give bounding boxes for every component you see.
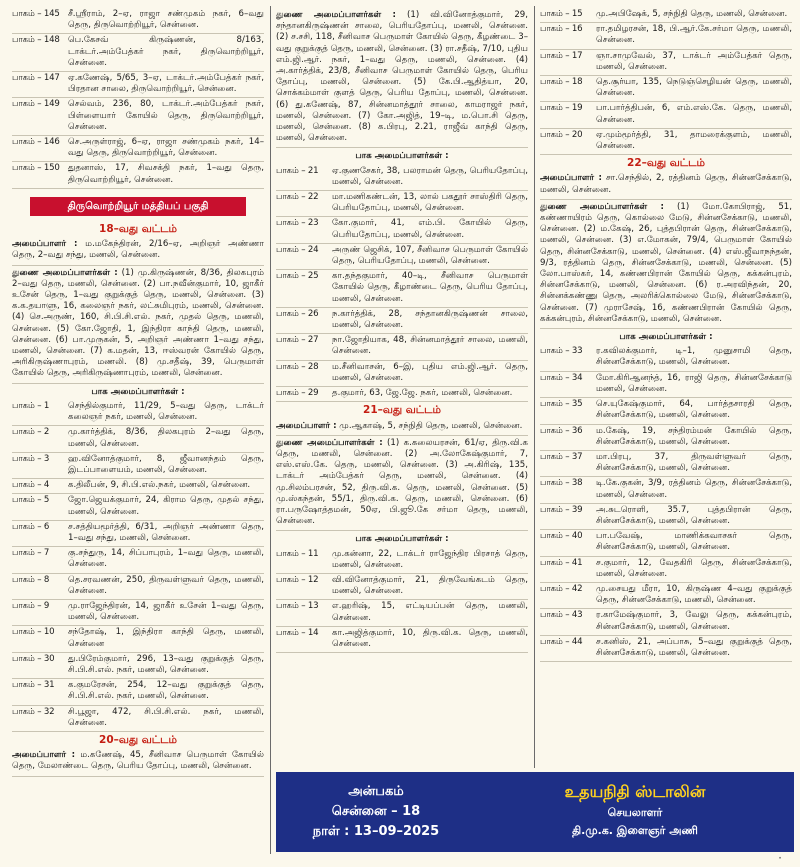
booth-person: தெ.சரவணன், 250, திருவள்ளுவர் தெரு, மணலி, சென்னை. [68,574,264,596]
booth-person: கோ.குமார், 41, எம்.பி. கோயில் தெரு, பெரியதோப்பு, மணலி, சென்னை. [332,218,528,240]
booth-list [276,548,528,654]
booth-list [540,345,792,662]
issue-info [276,772,476,852]
booth-person: ஞா.சாமுவேல், 37, டாக்டர் அம்பேத்கர் தெரு, மணலி, சென்னை. [596,50,792,72]
column-1 [12,8,264,858]
booth-person: மு.சையது மீரா, 10, கிருஷ்ண 4–வது குறுக்குத் தெரு, சின்னசேக்காடு, மணலி, சென்னை. [596,583,792,606]
issue-date: நாள் : 13–09–2025 [312,824,440,839]
ward-title: 21–வது வட்டம் [363,404,441,417]
booth-entry [540,504,792,530]
booth-number: பாகம் – 21 [276,165,319,176]
booth-person: செல்வம், 236, 80, டாக்டர்.அம்பேத்கர் நகர், பிள்ளையார் கோயில் தெரு, திருவொற்றியூர், சென்னை. [68,99,264,132]
booth-entry [276,191,528,217]
booth-person: சந்தோஷ், 1, இந்திரா காந்தி தெரு, மணலி, சென்னை [68,627,264,649]
booth-number: பாகம் – 17 [540,50,583,61]
booth-number: பாகம் – 27 [276,335,319,346]
booth-number: பாகம் – 25 [276,271,319,282]
organiser-label: அமைப்பாளர் : [276,420,337,431]
booth-list [12,400,264,732]
booth-number: பாகம் – 9 [12,600,50,611]
booth-person: கா.தந்தகுமார், 40–டி, சீனிவாச பெருமாள் கோயில் தெரு, கீழாண்டை தெரு, பெரிய தோப்பு, மணலி, சென்னை. [332,271,528,304]
signatory-org: தி.மு.க. இளைஞர் அணி [572,824,698,837]
region-banner: திருவொற்றியூர் மத்தியப் பகுதி [30,197,246,216]
deputy-label: துணை அமைப்பாளர்கள் : [276,437,383,448]
organiser-label: அமைப்பாளர் : [12,239,78,250]
booth-list [276,165,528,403]
booth-entry [12,34,264,72]
column-2 [276,8,528,770]
booth-entry [276,600,528,626]
booth-number: பாகம் – 16 [540,24,583,35]
booth-number: பாகம் – 26 [276,308,319,319]
booth-entry [540,451,792,477]
ward-title: 22–வது வட்டம் [627,157,705,170]
booth-person: கு.சந்துரு, 14, சிப்பாபுரம், 1–வது தெரு, மணலி, சென்னை. [68,548,264,570]
booth-number: பாகம் – 33 [540,346,583,357]
booth-person: மு.கன்னா, 22, டாக்டர் ராஜேந்திர பிரசாத் தெரு, மணலி, சென்னை. [332,548,528,570]
booth-person: துதனாஸ், 17, சிவசக்தி நகர், 1–வது தெரு, திருவொற்றியூர், சென்னை. [68,163,264,185]
deputy-label: துணை அமைப்பாளர்கள் : [540,201,664,212]
booth-number: பாகம் – 15 [540,9,583,19]
booth-entry [12,453,264,479]
booth-entry [276,548,528,574]
booth-entry [540,345,792,371]
booth-entry [540,636,792,662]
booth-entry [12,494,264,520]
booth-person: ர.கவிலக்குமார், டி–1, முனுசாமி தெரு, சின்னசேக்காடு, மணலி, சென்னை. [596,346,792,368]
booth-number: பாகம் – 38 [540,478,583,489]
booth-list [12,8,264,189]
booth-number: பாகம் – 34 [540,372,583,383]
booth-number: பாகம் – 23 [276,218,319,229]
booth-entry [12,574,264,600]
organiser-entry [12,237,264,265]
booth-entry [12,136,264,162]
organiser-text: ம.கணேஷ், 45, சீனிவாச பெருமாள் கோயில் தெரு, மேலாண்டை தெரு, பெரிய தோப்பு, மணலி, சென்னை. [12,750,264,772]
organiser-text: மு.ஆகாஷ், 5, சந்நிதி தெரு, மணலி, சென்னை. [339,420,523,431]
booth-entry [276,334,528,360]
booth-entry [540,8,792,23]
booth-person: அருண் ஜெசிக், 107, சீனிவாச பெருமாள் கோயில் தெரு, பெரியதோப்பு, மணலி, சென்னை. [332,244,528,267]
ward-title: 20–வது வட்டம் [99,733,177,746]
booth-entry [276,627,528,653]
booth-person: த.குமார், 63, ஜே.ஜே. நகர், மணலி, சென்னை. [332,388,513,399]
booth-number: பாகம் – 44 [540,636,583,647]
booth-number: பாகம் – 37 [540,451,583,462]
booth-person: ஏ.கணேஷ், 5/65, 3–ஏ, டாக்டர்.அம்பேத்கர் நகர், பிரதான சாலை, திருவொற்றியூர், சென்னை. [68,73,264,95]
ward-title: 18–வது வட்டம் [99,223,177,236]
booth-person: செந்தில்குமார், 11/29, 5–வது தெரு, டாக்டர் கலைஞர் நகர், மணலி, சென்னை. [68,400,264,423]
organiser-entry [276,419,528,436]
booth-list [540,8,792,155]
issue-place: சென்னை – 18 [331,804,421,819]
organiser-entry [540,171,792,199]
booth-entry [540,102,792,128]
booth-person: ச.குமார், 12, வேதகிரி தெரு, சின்னசேக்காடு, மணலி, சென்னை. [596,557,792,579]
booth-entry [540,583,792,609]
booth-person: பா.பார்த்திபன், 6, எம்.எஸ்.கே. தெரு, மணலி, சென்னை. [596,103,792,125]
booth-number: பாகம் – 30 [12,653,55,664]
booth-entry [12,679,264,705]
deputy-text: (1) மோ.கோபிராஜ், 51, கண்ணாயிரம் தெரு, கொல்லை மேடு, சின்னசேக்காடு, மணலி, சென்னை. (2) ம.கேஷ், 26, புத்தபிரான் தெரு, சின்னசேக்காடு, மணலி, சென்னை. (3) எ.மோகன், 79/4, பெருமாள் கோயில் தெரு, சின்னசேக்காடு, மணலி, சென்னை. (4) எஸ்.ஜீவாநந்தன், 9/3, ரத்தினம் தெரு, சின்னசேக்காடு, மணலி, சென்னை. (5) லோ.பாஸ்கர், 14, கண்ணபிரான் கோயில் தெரு, கக்கன்புரம், சின்னசேக்காடு, மணலி, சென்னை. (6) ர.அரவிந்தன், 20, சின்னக்கண்ணு தெரு, அலரிக்கொல்லை மேடு, சின்னசேக்காடு, சென்னை. (7) முராசேஷ், 16, கண்ணபிரான் கோயில் தெரு, கக்கன்புரம், சின்னசேக்காடு, மணலி, சென்னை. [540,201,792,324]
booth-entry [540,398,792,424]
booth-person: எ.ஹரிஷ், 15, எட்டியப்பன் தெரு, மணலி, சென்னை. [332,601,528,623]
booth-number: பாகம் – 43 [540,610,583,621]
booth-person: து.பிரேம்குமார், 296, 13–வது குறுக்குத் தெரு, சி.பி.சி.எல். நகர், மணலி, சென்னை. [68,653,264,675]
booth-person: ச.கனிஸ், 21, அப்பாசு, 5–வது குறுக்குத் தெரு, சின்னசேக்காடு, மணலி, சென்னை. [596,636,792,658]
booth-number: பாகம் – 3 [12,453,50,464]
booth-entry [540,477,792,503]
booth-entry [12,521,264,547]
booth-entry [540,50,792,76]
booth-person: பா.பவேஷ், மாணிக்கவாசகர் தெரு, சின்னசேக்காடு, மணலி, சென்னை. [596,531,792,553]
booth-entry [12,547,264,573]
booth-entry [12,162,264,188]
booth-person: டி.கே.குகன், 3/9, ரத்தினம் தெரு, சின்னசேக்காடு, மணலி, சென்னை. [596,478,792,500]
booth-person: செ.அருள்ராஜ், 6–ஏ, ராஜா சண்முகம் நகர், 14–வது தெரு, திருவொற்றியூர், சென்னை. [68,137,264,159]
booth-person: ந.கார்த்திக், 28, சந்தானகிருஷ்ணன் சாலை, மணலி, சென்னை. [332,308,528,331]
booth-person: நா.ஜோதியாக, 48, சின்னமாத்தூர் சாலை, மணலி, சென்னை. [332,335,528,357]
signature-block [276,772,794,852]
booth-entry [276,244,528,270]
booth-number: பாகம் – 2 [12,427,50,438]
booth-number: பாகம் – 147 [12,73,60,84]
booth-number: பாகம் – 40 [540,531,583,542]
booth-person: ஏ.குணசேகர், 38, பலராமன் தெரு, பெரியதோப்பு, மணலி, சென்னை. [332,165,528,187]
booth-person: ஏ.மும்மூர்த்தி, 31, தாமரைக்குளம், மணலி, சென்னை. [596,129,792,152]
booth-number: பாகம் – 42 [540,583,583,594]
booth-person: கா.அஜித்குமார், 10, திரு.வி.க. தெரு, மணலி, சென்னை. [332,627,528,649]
booth-entry [12,706,264,732]
booth-entry [540,23,792,49]
signatory [476,772,794,852]
booth-number: பாகம் – 41 [540,557,583,568]
booth-number: பாகம் – 32 [12,706,55,717]
booth-person: ச.சத்தியமூர்த்தி, 6/31, அறிஞர் அண்ணா தெரு, 1–வது சந்து, மணலி, சென்னை. [68,521,264,543]
booth-entry [12,479,264,494]
booth-person: மா.பிரபு, 37, திருவள்ளுவர் தெரு, சின்னசேக்காடு, மணலி, சென்னை. [596,451,792,474]
booth-person: அ.சுடரொளி, 35.7, புத்தபிரான் தெரு, சின்னசேக்காடு, மணலி, சென்னை. [596,504,792,526]
deputy-label: துணை அமைப்பாளர்கள் : [276,10,396,20]
booth-person: சி.பூஜா, 472, சி.பி.சி.எல். நகர், மணலி, சென்னை. [68,706,264,728]
booth-number: பாகம் – 31 [12,680,55,691]
booth-person: மா.மணிகண்டன், 13, லால் பகதூர் சாஸ்திரி தெரு, பெரியதோப்பு, மணலி, சென்னை. [332,192,528,214]
booth-heading: பாக அமைப்பாளர்கள் : [355,534,449,545]
booth-number: பாகம் – 14 [276,627,319,638]
booth-person: மு.ராஜேந்திரன், 14, ஜாகீர் உசேன் 1–வது தெரு, மணலி, சென்னை. [68,600,264,623]
organiser-label: அமைப்பாளர் : [12,750,76,761]
deputy-entry [12,266,264,384]
deputy-label: துணை அமைப்பாளர்கள் : [12,267,118,278]
booth-entry [276,308,528,334]
booth-number: பாகம் – 39 [540,504,583,515]
booth-entry [276,574,528,600]
organiser-text: ம.மகேந்திரன், 2/16–ஏ, அறிஞர் அண்ணா தெரு, 2–வது சந்து, மணலி, சென்னை. [12,239,264,261]
booth-entry [12,653,264,679]
booth-entry [540,372,792,398]
booth-person: ம.கேஷ், 19, சந்திரம்மன் கோயில் தெரு, சின்னசேக்காடு, மணலி, சென்னை. [596,425,792,447]
booth-entry [540,129,792,155]
column-3 [540,8,792,770]
booth-entry [12,600,264,626]
booth-number: பாகம் – 6 [12,521,50,532]
column-divider [270,6,271,854]
booth-number: பாகம் – 7 [12,548,50,559]
booth-number: பாகம் – 29 [276,388,319,399]
booth-person: க.குமரேசன், 254, 12–வது குறுக்குத் தெரு, சி.பி.சி.எல். நகர், மணலி, சென்னை. [68,680,264,702]
booth-entry [12,8,264,34]
booth-entry [540,425,792,451]
booth-heading: பாக அமைப்பாளர்கள் : [91,386,185,397]
booth-number: பாகம் – 146 [12,137,60,148]
deputy-text: (1) மு.கிருஷ்ணன், 8/36, திலகபுரம் 2–வது தெரு, மணலி, சென்னை. (2) பா.நவீன்குமார், 10, ஜாகீர் உசேன் தெரு, 1–வது குறுக்குத் தெரு, மணலி, சென்னை. (3) க.க.தயாளு, 16, கலைஞர் நகர், லட்சுமிபுரம், மணலி, சென்னை. (4) செ.அருண், 160, சி.பி.சி.எல். நகர், முதல் தெரு, மணலி, சென்னை. (5) கோ.ஜோதி, 1, இந்திரா காந்தி தெரு, மணலி, சென்னை. (6) பா.முருகன், 5, அறிஞர் அண்ணா 1–வது சந்து, மணலி, சென்னை. (7) க.மதன், 13, ஈஸ்வரன் கோயில் தெரு, அரிகிருஷ்ணாபுரம், மணலி. (8) மு.சதீஷ், 39, பெருமாள் கோயில் தெரு, அரிகிருஷ்ணாபுரம், மணலி, சென்னை. [12,267,264,379]
booth-number: பாகம் – 24 [276,244,319,255]
booth-person: தெ.சூர்யா, 135, நெடுஞ்செழியன் தெரு, மணலி, சென்னை. [596,77,792,99]
booth-entry [276,387,528,402]
deputy-entry [276,8,528,148]
booth-person: ர.காமேஷ்குமார், 3, வேலு தெரு, கக்கன்புரம், சின்னசேக்காடு, மணலி, சென்னை. [596,610,792,632]
booth-number: பாகம் – 145 [12,9,60,19]
booth-heading: பாக அமைப்பாளர்கள் : [619,332,713,343]
booth-number: பாகம் – 35 [540,399,583,410]
booth-entry [12,426,264,452]
booth-number: பாகம் – 18 [540,77,583,88]
booth-entry [12,626,264,652]
booth-number: பாகம் – 5 [12,495,50,506]
booth-person: ம.சீனிவாசன், 6–இ, புதிய எம்.ஜி.ஆர். தெரு, மணலி, சென்னை. [332,361,528,383]
deputy-text: (1) வி.வினோத்குமார், 29, சந்தானகிருஷ்ணன் சாலை, பெரியதோப்பு, மணலி, சென்னை. (2) ச.சசி, 118, சீனிவாச பெருமாள் கோயில் தெரு, கீழண்டை 3–வது குறுக்குத் தெரு, மணலி, சென்னை. (3) ரா.சதீஷ், 7/10, புதிய எம்.ஜி.ஆர். நகர், 1–வது தெரு, மணலி, சென்னை. (4) அ.கார்த்திக், 23/8, சீனிவாச பெருமாள் கோயில் தெரு, பெரிய தோப்பு, மணலி, சென்னை. (5) கே.பி.ஆதித்யா, 20, சொக்கம்மாள் குளத் தெரு, பெரிய தோப்பு, மணலி, சென்னை. (6) து.கணேஷ், 87, சின்னமாத்தூர் சாலை, காமராஜர் நகர், மணலி, சென்னை. (7) கோ.அஜித், 19–டி, ம.பொ.சி தெரு, மணலி, சென்னை. (8) க.பிரபு, 2.21, ராஜீவ் காந்தி தெரு, மணலி, சென்னை. [276,10,528,144]
page-corner-mark: · [778,851,782,865]
booth-person: பெ.கேசவ் கிருஷ்ணன், 8/163, டாக்டர்.அம்பேத்கர் நகர், திருவொற்றியூர், சென்னை. [68,35,264,68]
booth-entry [12,72,264,98]
booth-entry [540,557,792,583]
booth-number: பாகம் – 36 [540,425,583,436]
booth-entry [276,361,528,387]
booth-number: பாகம் – 11 [276,548,319,559]
booth-person: மு.கார்த்திக், 8/36, திலகபுரம் 2–வது தெரு, மணலி, சென்னை. [68,427,264,449]
booth-person: மோ.கிரிஆனந்த், 16, ராஜி தெரு, சின்னசேக்காடு மணலி, சென்னை. [596,372,792,394]
booth-number: பாகம் – 150 [12,163,60,174]
booth-number: பாகம் – 149 [12,99,60,110]
organiser-entry [12,748,264,776]
booth-number: பாகம் – 13 [276,601,319,612]
booth-number: பாகம் – 20 [540,129,583,140]
booth-number: பாகம் – 19 [540,103,583,114]
deputy-entry [540,200,792,329]
booth-number: பாகம் – 22 [276,192,319,203]
signatory-role: செயலாளர் [607,806,663,819]
organiser-text: சா.செந்தில், 2, ரத்தினம் தெரு, சின்னசேக்காடு, மணலி, சென்னை. [540,173,792,195]
booth-entry [12,400,264,426]
booth-person: ரா.தமிழரசன், 18, பி.ஆர்.கே.சர்மா தெரு, மணலி, சென்னை. [596,24,792,46]
organiser-label: அமைப்பாளர் : [540,173,602,184]
booth-entry [276,217,528,243]
deputy-text: (1) க.கலையரசன், 61/ஏ, திரு.வி.க தெரு, மணலி, சென்னை. (2) அ.லோகேஷ்குமார், 7, எஸ்.எஸ்.கே. தெரு, மணலி, சென்னை. (3) அ.கிரிஷ், 135, டாக்டர் அம்பேத்கர் தெரு, மணலி, சென்னை. (4) மு.சிலம்பரசன், 52, திரு.வி.க. தெரு, மணலி, சென்னை. (5) மு.ஸ்கந்தன், 55/1, திரு.வி.க. தெரு, மணலி, சென்னை. (6) ரா.பருஷோத்தமன், 50ஏ, பி.ஜூ.கே சர்மா தெரு, மணலி, சென்னை. [276,437,528,527]
booth-entry [540,76,792,102]
booth-person: சீ.ஸ்ரீராம், 2–ஏ, ராஜா சண்முகம் நகர், 6–வது தெரு, திருவொற்றியூர், சென்னை. [68,9,264,31]
booth-person: வி.வினோத்குமார், 21, திருவேங்கடம் தெரு, மணலி, சென்னை. [332,574,528,597]
booth-heading: பாக அமைப்பாளர்கள் : [355,151,449,162]
column-divider [534,6,535,768]
booth-entry [12,98,264,136]
booth-person: செ.யுகேஷ்குமார், 64, பார்த்தசாரதி தெரு, சின்னசேக்காடு, மணலி, சென்னை. [596,399,792,421]
booth-person: மு.அபிஷேக், 5, சந்நிதி தெரு, மணலி, சென்னை. [596,9,788,19]
booth-person: ஜோ.ஜெயக்குமார், 24, கிராம தெரு, முதல் சந்து, மணலி, சென்னை. [68,495,264,517]
booth-number: பாகம் – 4 [12,480,50,491]
booth-number: பாகம் – 12 [276,574,319,585]
booth-number: பாகம் – 1 [12,400,50,411]
deputy-entry [276,436,528,532]
booth-number: பாகம் – 28 [276,361,319,372]
booth-person: ஹ.வினோத்குமார், 8, ஜீவானந்தம் தெரு, இடப்பாளையம், மணலி, சென்னை. [68,453,264,475]
signatory-name: உதயநிதி ஸ்டாலின் [564,782,706,801]
booth-entry [540,530,792,556]
booth-number: பாகம் – 8 [12,574,50,585]
booth-entry [276,165,528,191]
booth-entry [276,270,528,308]
booth-person: க.திலீபன், 9, சி.பி.எல்.நகர், மணலி, சென்னை. [68,480,251,491]
booth-entry [540,609,792,635]
issue-greeting: அன்பகம் [348,784,404,799]
booth-number: பாகம் – 148 [12,35,60,46]
booth-number: பாகம் – 10 [12,627,55,638]
